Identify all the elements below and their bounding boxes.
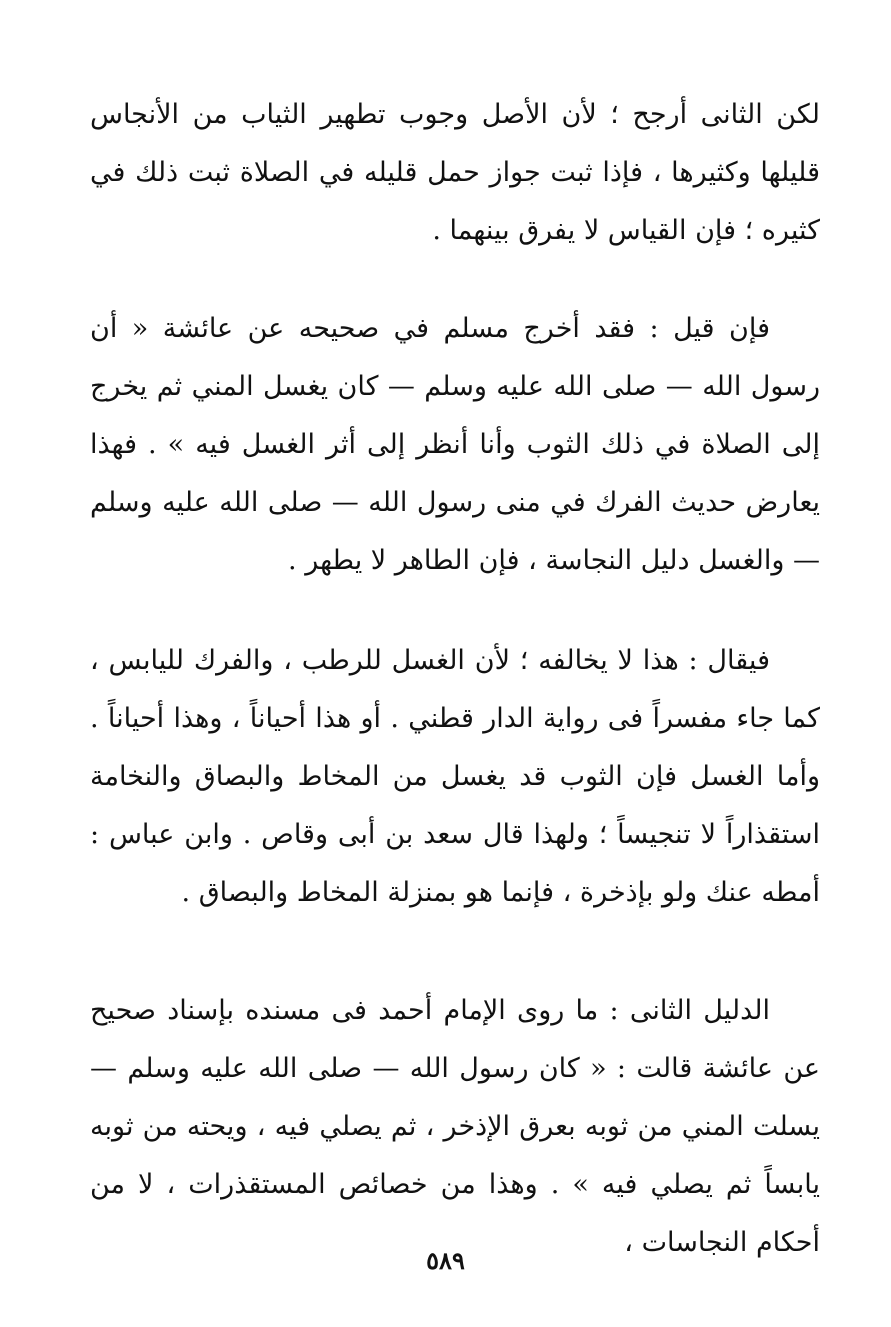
paragraph-1: لكن الثانى أرجح ؛ لأن الأصل وجوب تطهير الثياب من الأنجاس قليلها وكثيرها ، فإذا ثبت جواز حمل قليله في الصلاة ثبت ذلك في كثيره ؛ فإن القياس لا يفرق بينهما . xyxy=(90,99,820,246)
paragraph-3: فيقال : هذا لا يخالفه ؛ لأن الغسل للرطب ، والفرك لليابس ، كما جاء مفسراً فى رواية الدار قطني . أو هذا أحياناً ، وهذا أحياناً . وأما الغسل فإن الثوب قد يغسل من المخاط والبصاق والنخامة استقذاراً لا تنجيساً ؛ ولهذا قال سعد بن أبى وقاص . وابن عباس : أمطه عنك ولو بإذخرة ، فإنما هو بمنزلة المخاط والبصاق . xyxy=(90,645,820,908)
page-number: ٥٨٩ xyxy=(426,1246,465,1275)
paragraph-4: الدليل الثانى : ما روى الإمام أحمد فى مسنده بإسناد صحيح عن عائشة قالت : « كان رسول الله — صلى الله عليه وسلم — يسلت المني من ثوبه بعرق الإذخر ، ثم يصلي فيه ، ويحته من ثوبه يابساً ثم يصلي فيه » . وهذا من خصائص المستقذرات ، لا من أحكام النجاسات ، xyxy=(90,995,820,1258)
paragraph-2: فإن قيل : فقد أخرج مسلم في صحيحه عن عائشة « أن رسول الله — صلى الله عليه وسلم — كان يغسل المني ثم يخرج إلى الصلاة في ذلك الثوب وأنا أنظر إلى أثر الغسل فيه » . فهذا يعارض حديث الفرك في منى رسول الله — صلى الله عليه وسلم — والغسل دليل النجاسة ، فإن الطاهر لا يطهر . xyxy=(90,313,820,576)
